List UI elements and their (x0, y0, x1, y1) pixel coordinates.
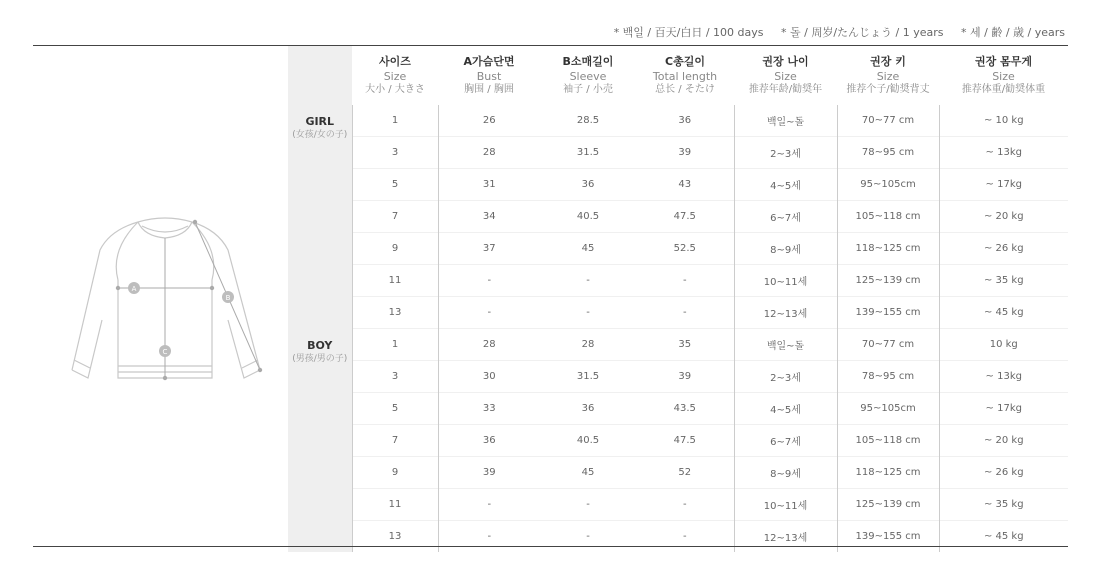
cell-sleeve: 40.5 (540, 425, 636, 457)
sweater-illustration (60, 210, 270, 390)
cell-age: 2~3세 (734, 361, 837, 393)
header-length-ko: C총길이 (665, 55, 705, 68)
cell-height: 118~125 cm (837, 233, 939, 265)
cell-size: 9 (352, 457, 438, 489)
cell-height: 105~118 cm (837, 201, 939, 233)
cell-bust: 31 (438, 169, 540, 201)
cell-weight: ~ 10 kg (939, 105, 1068, 137)
header-length-en: Total length (652, 70, 718, 83)
table-row (288, 233, 1068, 265)
cell-height: 105~118 cm (837, 425, 939, 457)
cell-bust: - (438, 297, 540, 329)
cell-height: 95~105cm (837, 169, 939, 201)
group-label-0 (288, 105, 352, 329)
header-sleeve (540, 46, 636, 105)
cell-size: 13 (352, 297, 438, 329)
cell-length: 43.5 (636, 393, 734, 425)
cell-bust: 28 (438, 329, 540, 361)
cell-height: 70~77 cm (837, 105, 939, 137)
cell-height: 139~155 cm (837, 521, 939, 553)
cell-bust: 26 (438, 105, 540, 137)
header-bust-en: Bust (476, 70, 502, 83)
cell-height: 78~95 cm (837, 361, 939, 393)
bottom-rule (33, 546, 1068, 547)
legend-100days: * 백일 / 百天/白日 / 100 days (613, 26, 764, 39)
header-length-cn: 总长 / そたけ (655, 84, 715, 95)
cell-height: 78~95 cm (837, 137, 939, 169)
sweater-diagram (60, 210, 270, 390)
table-row (288, 489, 1068, 521)
table-row (288, 105, 1068, 137)
legend-1year: * 돌 / 周岁/たんじょう / 1 years (781, 26, 944, 39)
table-row (288, 521, 1068, 553)
cell-height: 70~77 cm (837, 329, 939, 361)
cell-sleeve: 45 (540, 233, 636, 265)
cell-length: 39 (636, 361, 734, 393)
cell-age: 6~7세 (734, 201, 837, 233)
cell-sleeve: 45 (540, 457, 636, 489)
cell-age: 12~13세 (734, 521, 837, 553)
cell-size: 7 (352, 201, 438, 233)
cell-sleeve: - (540, 297, 636, 329)
group-label-1 (288, 329, 352, 553)
header-height (837, 46, 939, 105)
cell-sleeve: 31.5 (540, 361, 636, 393)
header-row (288, 46, 1068, 105)
header-sleeve-en: Sleeve (569, 70, 607, 83)
header-bust-ko: A가슴단면 (463, 55, 515, 68)
cell-length: - (636, 489, 734, 521)
header-size-ko: 사이즈 (379, 55, 411, 68)
table-row (288, 201, 1068, 233)
table-body (288, 105, 1068, 552)
cell-weight: ~ 35 kg (939, 265, 1068, 297)
cell-weight: ~ 26 kg (939, 457, 1068, 489)
marker-c-label: C (162, 348, 168, 356)
header-age-cn: 推荐年龄/勧奨年 (748, 84, 823, 95)
cell-sleeve: 28 (540, 329, 636, 361)
cell-weight: ~ 13kg (939, 361, 1068, 393)
cell-height: 125~139 cm (837, 265, 939, 297)
cell-bust: - (438, 489, 540, 521)
size-table (288, 46, 1068, 552)
header-bust-cn: 胸围 / 胸囲 (464, 84, 514, 95)
cell-bust: 30 (438, 361, 540, 393)
cell-age: 4~5세 (734, 169, 837, 201)
size-table-wrap (288, 46, 1068, 546)
header-height-cn: 推荐个子/勧奨背丈 (846, 84, 930, 95)
cell-sleeve: 36 (540, 169, 636, 201)
cell-length: 52.5 (636, 233, 734, 265)
cell-age: 백일~돌 (734, 329, 837, 361)
cell-length: 43 (636, 169, 734, 201)
cell-age: 백일~돌 (734, 105, 837, 137)
table-row (288, 393, 1068, 425)
cell-size: 1 (352, 329, 438, 361)
cell-size: 13 (352, 521, 438, 553)
header-length (636, 46, 734, 105)
header-age-en: Size (774, 70, 797, 83)
table-row (288, 425, 1068, 457)
header-group (288, 46, 352, 105)
cell-length: 39 (636, 137, 734, 169)
cell-bust: 28 (438, 137, 540, 169)
cell-bust: 37 (438, 233, 540, 265)
cell-length: - (636, 297, 734, 329)
header-size (352, 46, 438, 105)
header-weight (939, 46, 1068, 105)
cell-bust: 39 (438, 457, 540, 489)
cell-size: 11 (352, 265, 438, 297)
cell-length: - (636, 521, 734, 553)
cell-bust: 36 (438, 425, 540, 457)
cell-sleeve: - (540, 265, 636, 297)
cell-age: 8~9세 (734, 233, 837, 265)
cell-age: 6~7세 (734, 425, 837, 457)
cell-height: 118~125 cm (837, 457, 939, 489)
table-row (288, 265, 1068, 297)
cell-length: 36 (678, 115, 692, 126)
table-row (288, 297, 1068, 329)
cell-height: 125~139 cm (837, 489, 939, 521)
cell-size: 11 (352, 489, 438, 521)
cell-weight: ~ 13kg (939, 137, 1068, 169)
header-size-en: Size (383, 70, 407, 83)
table-row (288, 137, 1068, 169)
cell-age: 12~13세 (734, 297, 837, 329)
cell-age: 10~11세 (734, 489, 837, 521)
cell-size: 9 (352, 233, 438, 265)
cell-size: 7 (352, 425, 438, 457)
group-subtitle: (女孩/女の子) (292, 130, 348, 140)
group-name: GIRL (305, 115, 335, 128)
cell-weight: ~ 20 kg (939, 425, 1068, 457)
cell-size: 5 (352, 393, 438, 425)
table-row (288, 457, 1068, 489)
cell-sleeve: 36 (540, 393, 636, 425)
cell-weight: ~ 17kg (939, 393, 1068, 425)
cell-size: 3 (352, 361, 438, 393)
table-row (288, 329, 1068, 361)
cell-size: 5 (352, 169, 438, 201)
group-subtitle: (男孩/男の子) (292, 353, 348, 364)
cell-bust: - (438, 521, 540, 553)
header-size-cn: 大小 / 大きさ (365, 84, 425, 95)
cell-weight: ~ 45 kg (939, 297, 1068, 329)
cell-height: 139~155 cm (837, 297, 939, 329)
marker-b-label: B (225, 294, 231, 302)
cell-length: 47.5 (636, 201, 734, 233)
header-age (734, 46, 837, 105)
header-sleeve-cn: 袖子 / 小売 (563, 84, 613, 95)
header-bust (438, 46, 540, 105)
cell-weight: 10 kg (939, 329, 1068, 361)
header-height-ko: 권장 키 (870, 55, 906, 68)
cell-weight: ~ 35 kg (939, 489, 1068, 521)
cell-sleeve: 40.5 (540, 201, 636, 233)
header-sleeve-ko: B소매길이 (562, 55, 614, 68)
legend (0, 24, 1065, 40)
cell-length: 52 (636, 457, 734, 489)
cell-sleeve: - (540, 489, 636, 521)
group-name: BOY (307, 338, 333, 352)
legend-age: * 세 / 齢 / 歳 / years (961, 26, 1065, 39)
cell-age: 10~11세 (734, 265, 837, 297)
header-height-en: Size (876, 70, 900, 83)
cell-weight: ~ 20 kg (939, 201, 1068, 233)
cell-bust: 33 (438, 393, 540, 425)
header-weight-cn: 推荐体重/勧奨体重 (961, 84, 1046, 95)
marker-a-label: A (131, 285, 137, 293)
cell-age: 4~5세 (734, 393, 837, 425)
cell-length: - (636, 265, 734, 297)
header-weight-ko: 권장 몸무게 (975, 55, 1032, 68)
table-row (288, 361, 1068, 393)
cell-sleeve: - (540, 521, 636, 553)
header-age-ko: 권장 나이 (762, 55, 809, 68)
cell-weight: ~ 17kg (939, 169, 1068, 201)
cell-bust: 34 (438, 201, 540, 233)
cell-age: 8~9세 (734, 457, 837, 489)
cell-length: 35 (636, 329, 734, 361)
cell-sleeve: 31.5 (540, 137, 636, 169)
cell-length: 47.5 (636, 425, 734, 457)
cell-size: 1 (352, 105, 438, 137)
cell-bust: - (438, 265, 540, 297)
header-weight-en: Size (992, 70, 1015, 83)
cell-sleeve: 28.5 (576, 115, 600, 126)
cell-height: 95~105cm (837, 393, 939, 425)
cell-weight: ~ 45 kg (939, 521, 1068, 553)
table-row (288, 169, 1068, 201)
cell-weight: ~ 26 kg (939, 233, 1068, 265)
cell-age: 2~3세 (734, 137, 837, 169)
cell-size: 3 (352, 137, 438, 169)
